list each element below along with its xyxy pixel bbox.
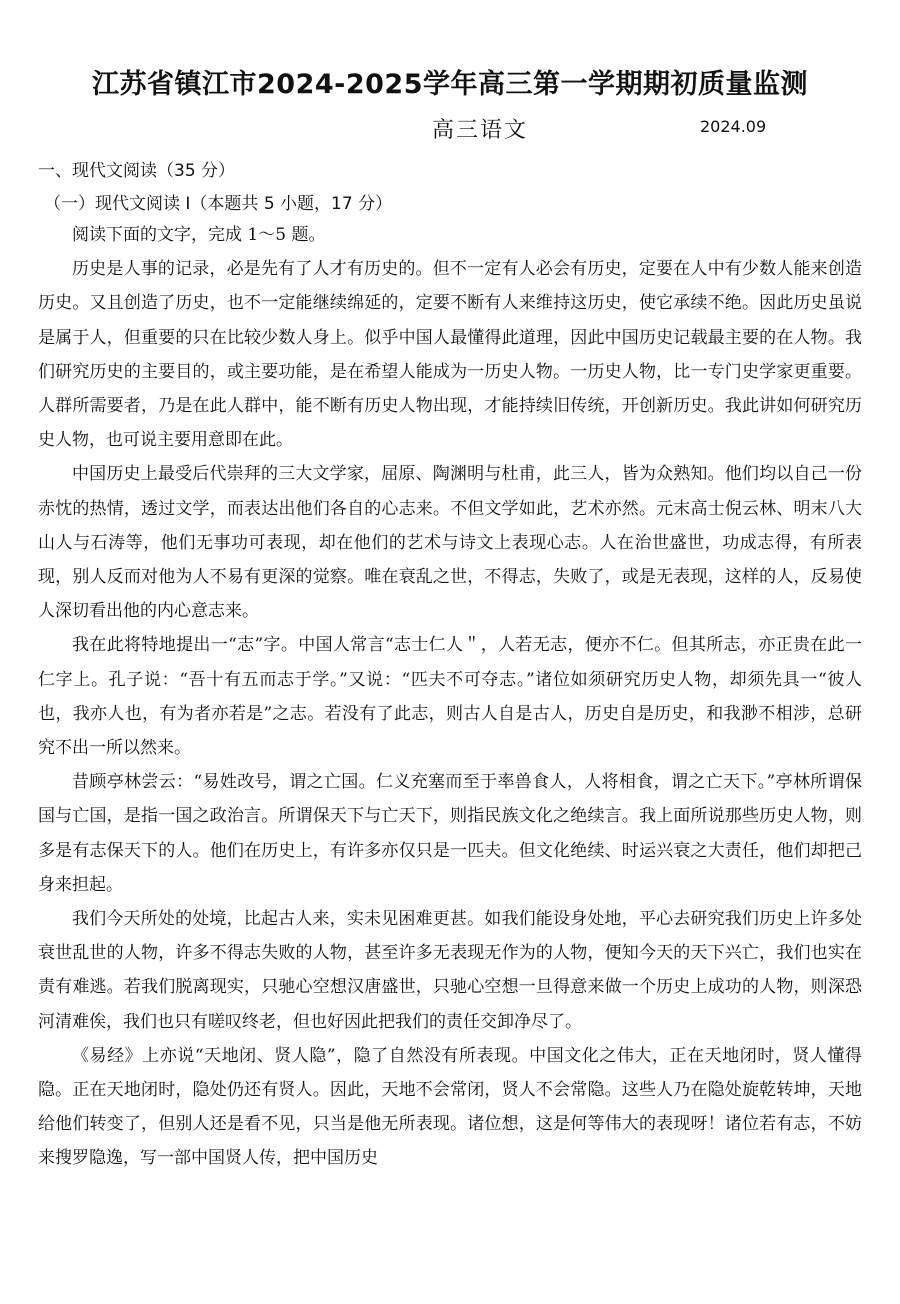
passage-paragraph: 《易经》上亦说“天地闭、贤人隐”，隐了自然没有所表现。中国文化之伟大，正在天地闭时，贤人懂得隐。正在天地闭时，隐处仍还有贤人。因此，天地不会常闭，贤人不会常隐。这些人乃在隐处旋乾转坤，天地给他们转变了，但别人还是看不见，只当是他无所表现。诸位想，这是何等伟大的表现呀！诸位若有志，不妨来搜罗隐逸，写一部中国贤人传，把中国历史 xyxy=(38,1045,862,1169)
subject-label: 高三语文 xyxy=(432,118,529,143)
passage-paragraph: 历史是人事的记录，必是先有了人才有历史的。但不一定有人必会有历史，定要在人中有少数人能来创造历史。又且创造了历史，也不一定能继续绵延的，定要不断有人来维持这历史，使它承续不绝。因此历史虽说是属于人，但重要的只在比较少数人身上。似乎中国人最懂得此道理，因此中国历史记载最主要的在人物。我们研究历史的主要目的，或主要功能，是在希望人能成为一历史人物。一历史人物，比一专门史学家更重要。人群所需要者，乃是在此人群中，能不断有历史人物出现，才能持续旧传统，开创新历史。我此讲如何研究历史人物，也可说主要用意即在此。 xyxy=(38,259,862,451)
passage-paragraph: 我们今天所处的处境，比起古人来，实未见困难更甚。如我们能设身处地，平心去研究我们历史上许多处衰世乱世的人物，许多不得志失败的人物，甚至许多无表现无作为的人物，便知今天的天下兴亡，我们也实在责有难逃。若我们脱离现实，只驰心空想汉唐盛世，只驰心空想一旦得意来做一个历史上成功的人物，则深恐河清难俟，我们也只有嗟叹终老，但也好因此把我们的责任交卸净尽了。 xyxy=(38,909,862,1032)
exam-date: 2024.09 xyxy=(700,117,767,136)
passage-paragraph: 中国历史上最受后代崇拜的三大文学家，屈原、陶渊明与杜甫，此三人，皆为众熟知。他们均以自己一份赤忱的热情，透过文学，而表达出他们各自的心志来。不但文学如此，艺术亦然。元末高士倪云林、明末八大山人与石涛等，他们无事功可表现，却在他们的艺术与诗文上表现心志。人在治世盛世，功成志得，有所表现，别人反而对他为人不易有更深的觉察。唯在衰乱之世，不得志，失败了，或是无表现，这样的人，反易使人深切看出他的内心意志来。 xyxy=(38,464,862,622)
passage-paragraph: 我在此将特地提出一“志”字。中国人常言“志士仁人＂，人若无志，便亦不仁。但其所志，亦正贵在此一仁字上。孔子说：“吾十有五而志于学。”又说：“匹夫不可夺志。”诸位如须研究历史人物，却须先具一“彼人也，我亦人也，有为者亦若是”之志。若没有了此志，则古人自是古人，历史自是历史，和我渺不相涉，总研究不出一所以然来。 xyxy=(38,635,862,759)
section-subheading: （一）现代文阅读 I（本题共 5 小题，17 分） xyxy=(44,194,393,214)
passage-paragraph: 昔顾亭林尝云：“易姓改号，谓之亡国。仁义充塞而至于率兽食人，人将相食，谓之亡天下。”亭林所谓保国与亡国，是指一国之政治言。所谓保天下与亡天下，则指民族文化之绝续言。我上面所说那些历史人物，则多是有志保天下的人。他们在历史上，有许多亦仅只是一匹夫。但文化绝续、时运兴衰之大责任，他们却把己身来担起。 xyxy=(38,772,862,895)
instruction-text: 阅读下面的文字，完成 1～5 题。 xyxy=(72,225,326,245)
document-title: 江苏省镇江市2024-2025学年高三第一学期期初质量监测 xyxy=(92,69,808,100)
section-heading: 一、现代文阅读（35 分） xyxy=(38,161,236,181)
passage-body xyxy=(38,218,862,1176)
